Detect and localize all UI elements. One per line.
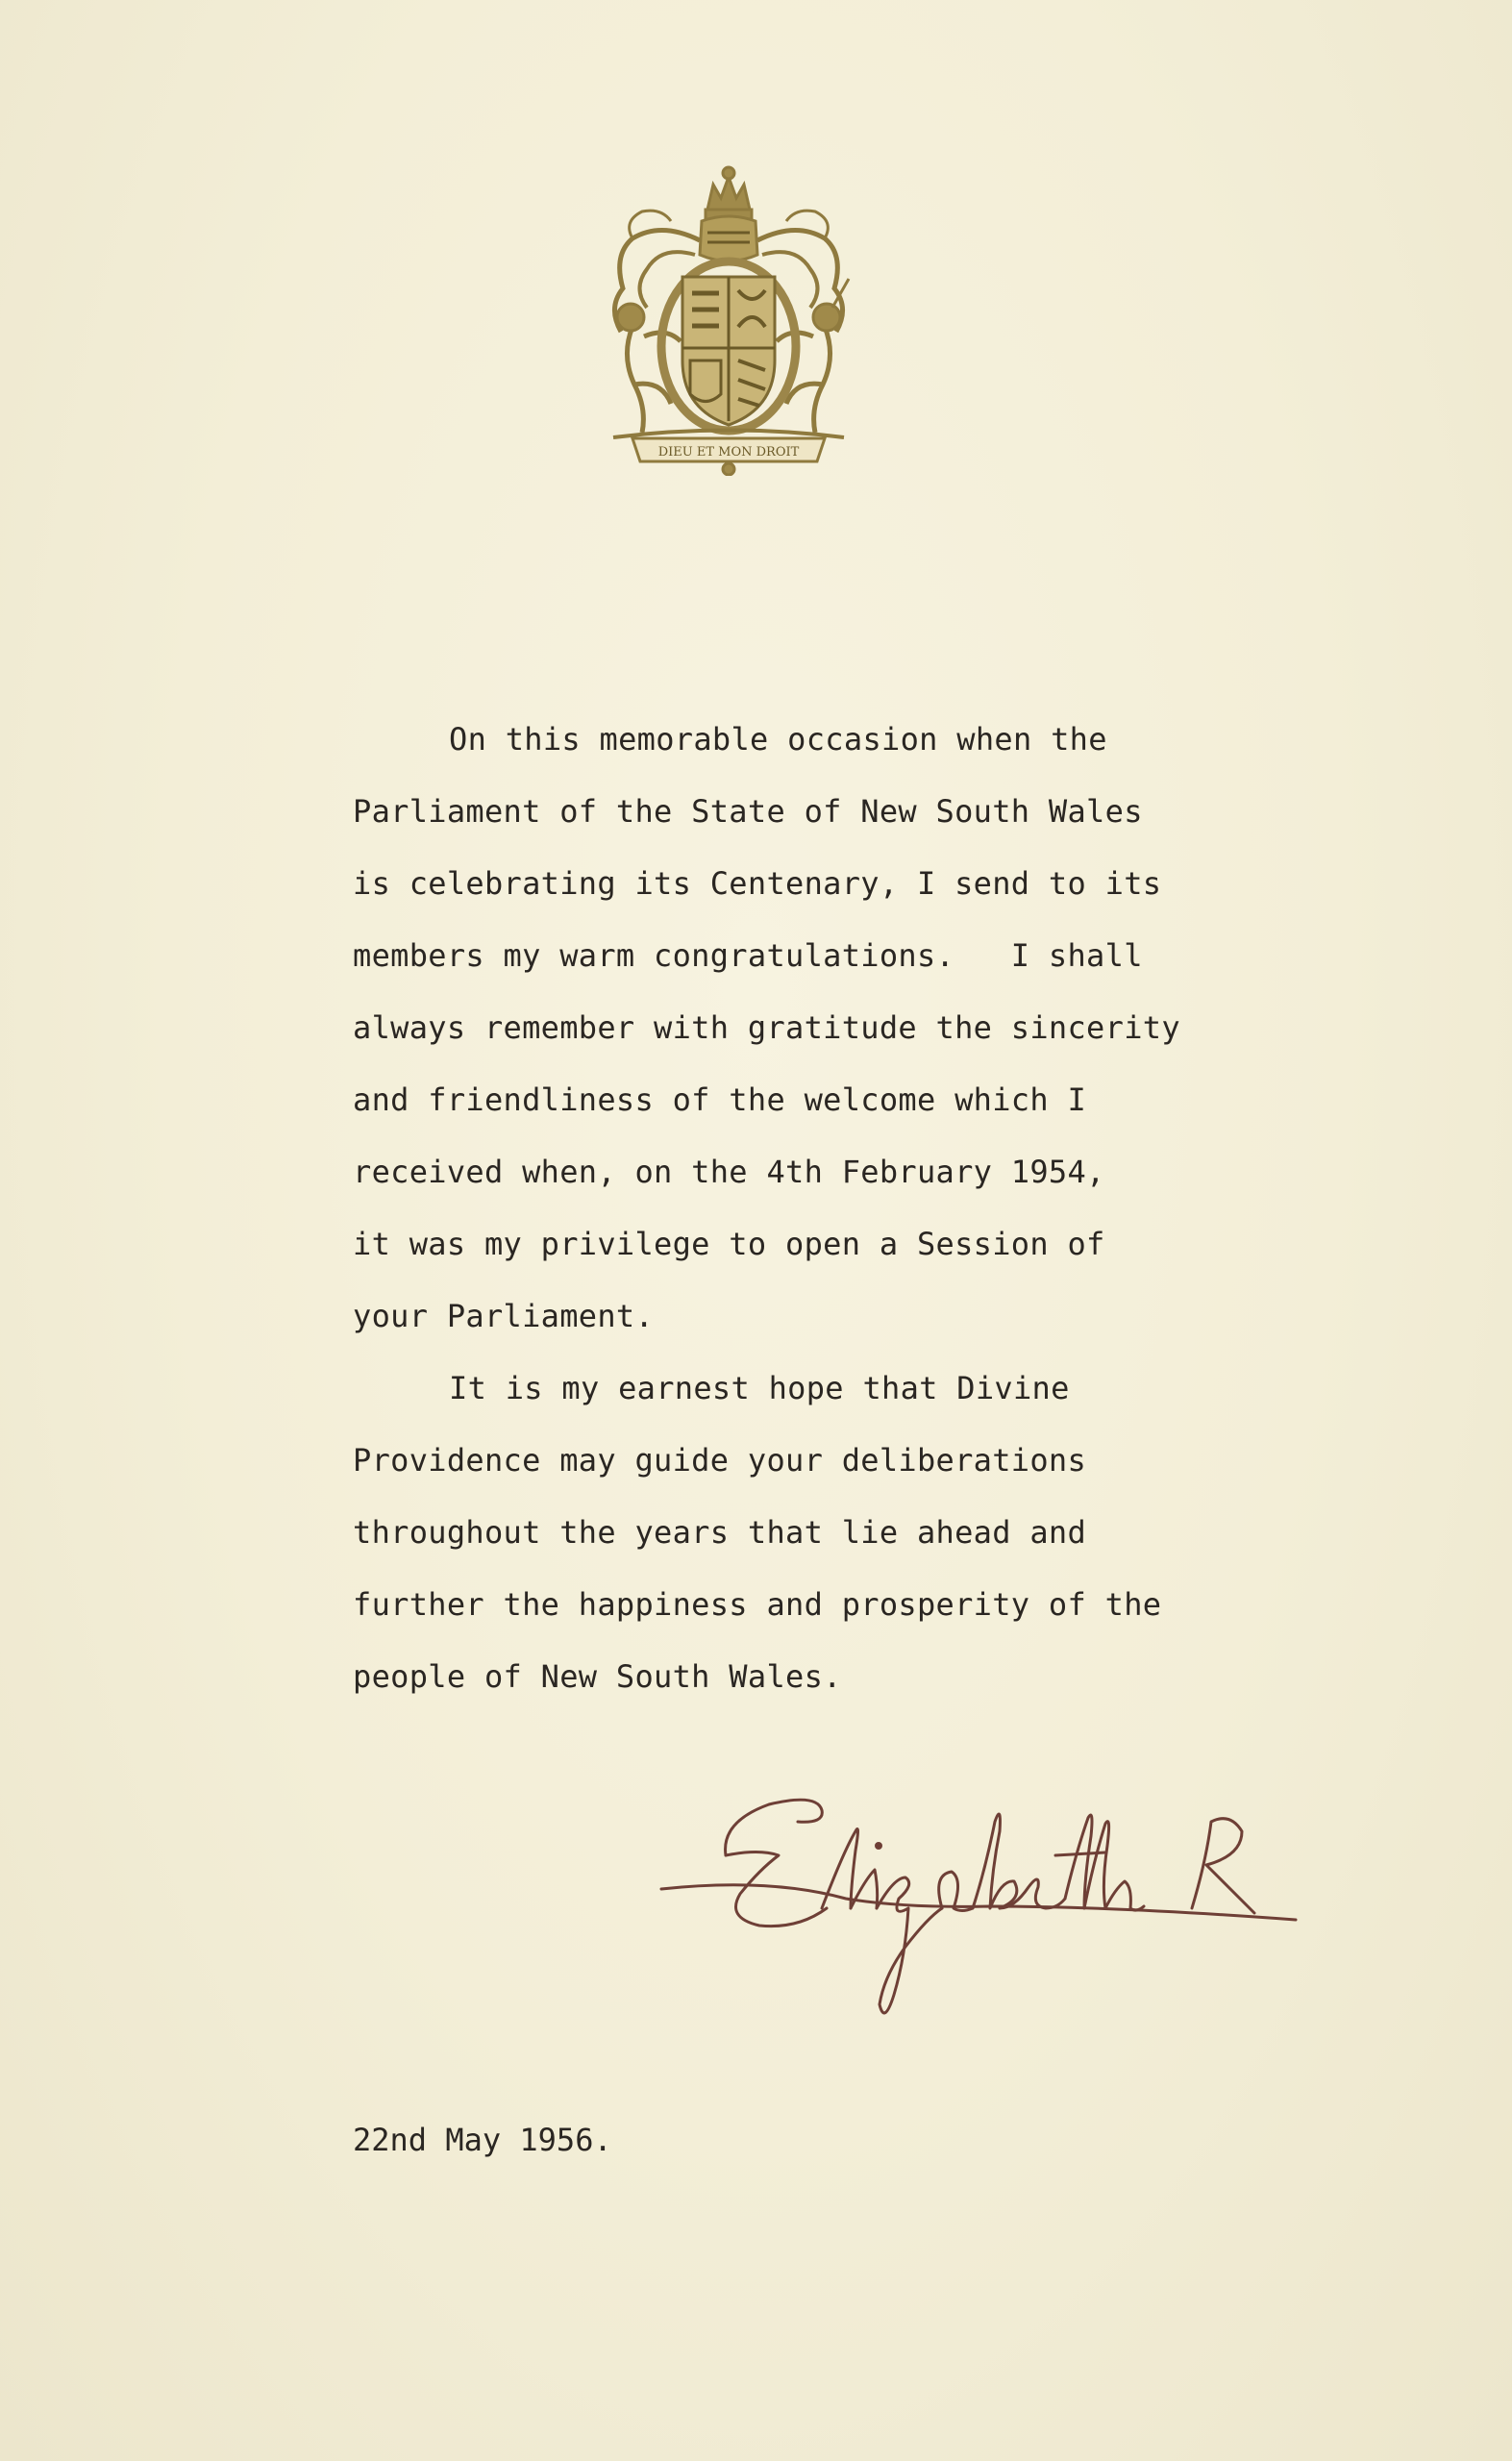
crest-motto: DIEU ET MON DROIT bbox=[657, 445, 800, 460]
letter-line: members my warm congratulations. I shall bbox=[353, 937, 1143, 974]
letter-line: further the happiness and prosperity of the bbox=[353, 1586, 1162, 1623]
letter-line: people of New South Wales. bbox=[353, 1658, 842, 1695]
letter-line: always remember with gratitude the sincerity bbox=[353, 1009, 1180, 1046]
letter-line: Parliament of the State of New South Wales bbox=[353, 793, 1143, 830]
letter-line: throughout the years that lie ahead and bbox=[353, 1514, 1087, 1551]
letter-date: 22nd May 1956. bbox=[353, 2122, 612, 2158]
letter-line: and friendliness of the welcome which I bbox=[353, 1081, 1087, 1118]
letter-line: is celebrating its Centenary, I send to its bbox=[353, 865, 1162, 902]
letter-line: it was my privilege to open a Session of bbox=[353, 1226, 1105, 1262]
signature-text: Elizabeth R bbox=[978, 2028, 983, 2029]
letter-body bbox=[353, 704, 1295, 1713]
letter-line: On this memorable occasion when the bbox=[449, 721, 1107, 758]
paragraph-2 bbox=[353, 1353, 1295, 1713]
royal-coat-of-arms-icon bbox=[594, 163, 863, 476]
letter-line: received when, on the 4th February 1954, bbox=[353, 1154, 1105, 1190]
letter-line: your Parliament. bbox=[353, 1298, 655, 1334]
signature-elizabeth-r bbox=[654, 1764, 1307, 2033]
letter-line: It is my earnest hope that Divine bbox=[449, 1370, 1070, 1406]
paragraph-1 bbox=[353, 704, 1295, 1353]
letter-line: Providence may guide your deliberations bbox=[353, 1442, 1087, 1479]
